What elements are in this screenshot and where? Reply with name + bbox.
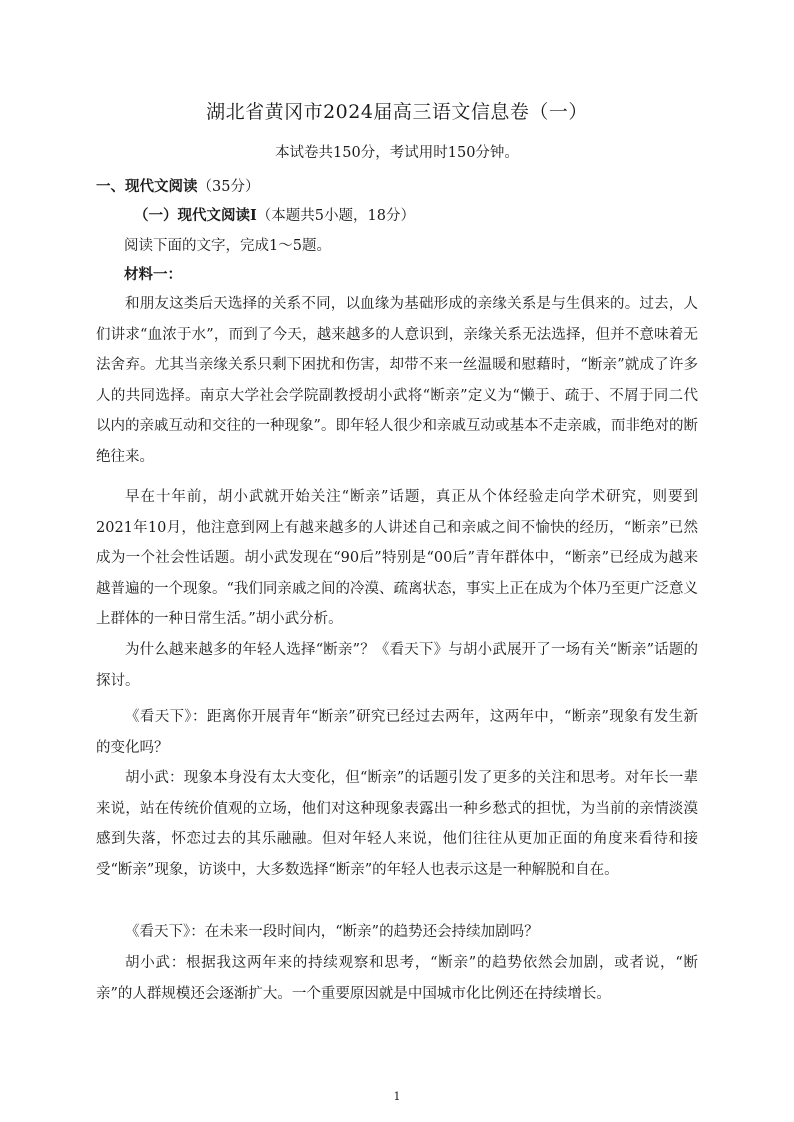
paragraph: 胡小武：根据我这两年来的持续观察和思考，“断亲”的趋势依然会加剧，或者说，“断亲”的人群规模还会逐渐扩大。一个重要原因就是中国城市化比例还在持续增长。 [96, 955, 698, 1002]
paragraph: 早在十年前，胡小武就开始关注“断亲”话题，真正从个体经验走向学术研究，则要到2021年10月，他注意到网上有越来越多的人讲述自己和亲戚之间不愉快的经历，“断亲”已然成为一个社会性话题。胡小武发现在“90后”特别是“00后”青年群体中，“断亲”已经成为越来越普遍的一个现象。“我们同亲戚之间的冷漠、疏离状态，事实上正在成为个体乃至更广泛意义上群体的一种日常生活。”胡小武分析。 [96, 489, 698, 627]
paragraph: 和朋友这类后天选择的关系不同，以血缘为基础形成的亲缘关系是与生俱来的。过去，人们讲求“血浓于水”，而到了今天，越来越多的人意识到，亲缘关系无法选择，但并不意味着无法舍弃。尤其当亲缘关系只剩下困扰和伤害，却带不来一丝温暖和慰藉时，“断亲”就成了许多人的共同选择。南京大学社会学院副教授胡小武将“断亲”定义为“懒于、疏于、不屑于同二代以内的亲戚互动和交往的一种现象”。即年轻人很少和亲戚互动或基本不走亲戚，而非绝对的断绝往来。 [96, 296, 698, 465]
section-heading-note: （35分） [197, 179, 260, 195]
reading-instruction: 阅读下面的文字，完成1～5题。 [124, 238, 331, 254]
subsection-heading-note: （本题共5小题，18分） [256, 208, 415, 224]
paragraph: 《看天下》：在未来一段时间内，“断亲”的趋势还会持续加剧吗？ [125, 924, 539, 940]
paragraph: 《看天下》：距离你开展青年“断亲”研究已经过去两年，这两年中，“断亲”现象有发生新的变化吗？ [96, 709, 698, 756]
exam-info: 本试卷共150分，考试用时150分钟。 [275, 145, 519, 161]
material-label: 材料一： [124, 266, 182, 283]
page-number: 1 [393, 1090, 401, 1103]
subsection-heading-text: （一）现代文阅读Ⅰ [134, 207, 257, 224]
page-title: 湖北省黄冈市2024届高三语文信息卷（一） [206, 101, 588, 123]
section-heading-text: 一、现代文阅读 [96, 178, 198, 195]
paragraph: 胡小武：现象本身没有太大变化，但“断亲”的话题引发了更多的关注和思考。对年长一辈来说，站在传统价值观的立场，他们对这种现象表露出一种乡愁式的担忧，为当前的亲情淡漠感到失落，怀恋过去的其乐融融。但对年轻人来说，他们往往从更加正面的角度来看待和接受“断亲”现象，访谈中，大多数选择“断亲”的年轻人也表示这是一种解脱和自在。 [96, 770, 698, 878]
subsection-heading [134, 205, 415, 227]
section-heading [96, 176, 259, 198]
paragraph: 为什么越来越多的年轻人选择“断亲”？《看天下》与胡小武展开了一场有关“断亲”话题的探讨。 [96, 642, 698, 689]
